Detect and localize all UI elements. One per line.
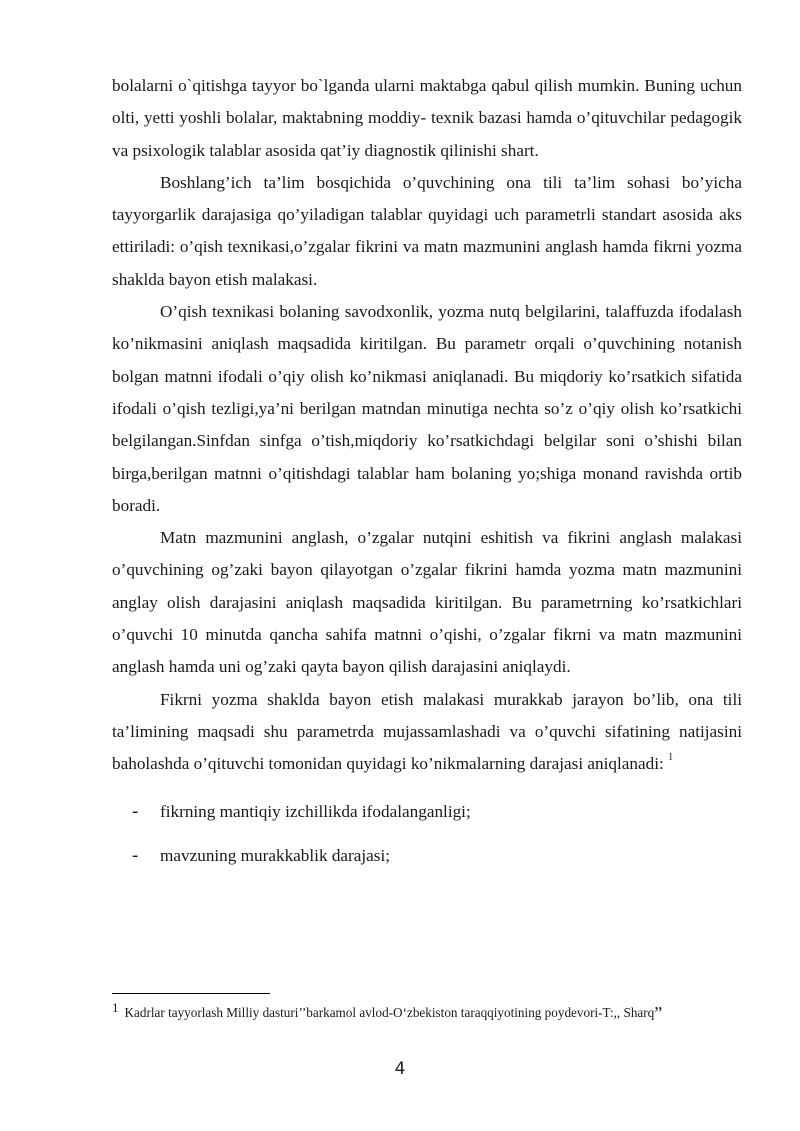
body-text (112, 70, 742, 872)
paragraph-5-text: Fikrni yozma shaklda bayon etish malakasi murakkab jarayon bo’lib, ona tili ta’limining maqsadi shu parametrda mujassamlashadi va o’quvchi sifatining natijasini baholashda o’qituvchi tomonidan quyidagi ko’nikmalarning darajasi aniqlanadi: (112, 689, 742, 774)
footnote-text: Kadrlar tayyorlash Milliy dasturi’’barkamol avlod-O‘zbekiston taraqqiyotining poydevori-T:,, Sharq (124, 1005, 655, 1020)
paragraph-2: Boshlang’ich ta’lim bosqichida o’quvchining ona tili ta’lim sohasi bo’yicha tayyorgarlik darajasiga qo’yiladigan talablar quyidagi uch parametrli standart asosida aks ettiriladi: o’qish texnikasi,o’zgalar fikrini va matn mazmunini anglash hamda fikrni yozma shaklda bayon etish malakasi. (112, 172, 742, 289)
paragraph-4: Matn mazmunini anglash, o’zgalar nutqini eshitish va fikrini anglash malakasi o’quvchining og’zaki bayon qilayotgan o’zgalar fikrini hamda yozma matn mazmunini anglay olish darajasini aniqlash maqsadida kiritilgan. Bu parametrning ko’rsatkichlari o’quvchi 10 minutda qancha sahifa matnni o’qishi, o’zgalar fikrni va matn mazmunini anglash hamda uni og’zaki qayta bayon qilish darajasini aniqlaydi. (112, 528, 742, 677)
list-item (112, 840, 742, 872)
footnote-reference: 1 (668, 752, 674, 764)
footnote-mark: 1 (112, 1000, 119, 1015)
list-marker: - (132, 844, 139, 866)
list-item (112, 796, 742, 828)
footnote-separator (112, 993, 270, 994)
list-item-text: fikrning mantiqiy izchillikda ifodalanganligi; (160, 801, 471, 821)
list-item-text: mavzuning murakkablik darajasi; (160, 845, 391, 865)
footnote (112, 1001, 752, 1022)
paragraph-3: O’qish texnikasi bolaning savodxonlik, yozma nutq belgilarini, talaffuzda ifodalash ko’nikmasini aniqlash maqsadida kiritilgan. Bu parametr orqali o’quvchining notanish bolgan matnni ifodali o’qiy olish ko’nikmasi aniqlanadi. Bu miqdoriy ko’rsatkich sifatida ifodali o’qish tezligi,ya’ni berilgan matndan minutiga nechta so’z o’qiy olish ko’rsatkichi belgilangan.Sinfdan sinfga o’tish,miqdoriy ko’rsatkichdagi belgilar soni o’shishi bilan birga,berilgan matnni o’qitishdagi talablar ham bolaning yo;shiga monand ravishda ortib boradi. (112, 302, 742, 515)
paragraph-5 (112, 684, 742, 784)
page-number: 4 (394, 1059, 406, 1079)
paragraph-1: bolalarni o`qitishga tayyor bo`lganda ularni maktabga qabul qilish mumkin. Buning uchun olti, yetti yoshli bolalar, maktabning moddiy- texnik bazasi hamda o’qituvchilar pedagogik va psixologik talablar asosida qat’iy diagnostik qilinishi shart. (112, 76, 742, 160)
list-marker: - (132, 800, 139, 822)
footnote-closing-quote: ” (654, 1003, 663, 1023)
